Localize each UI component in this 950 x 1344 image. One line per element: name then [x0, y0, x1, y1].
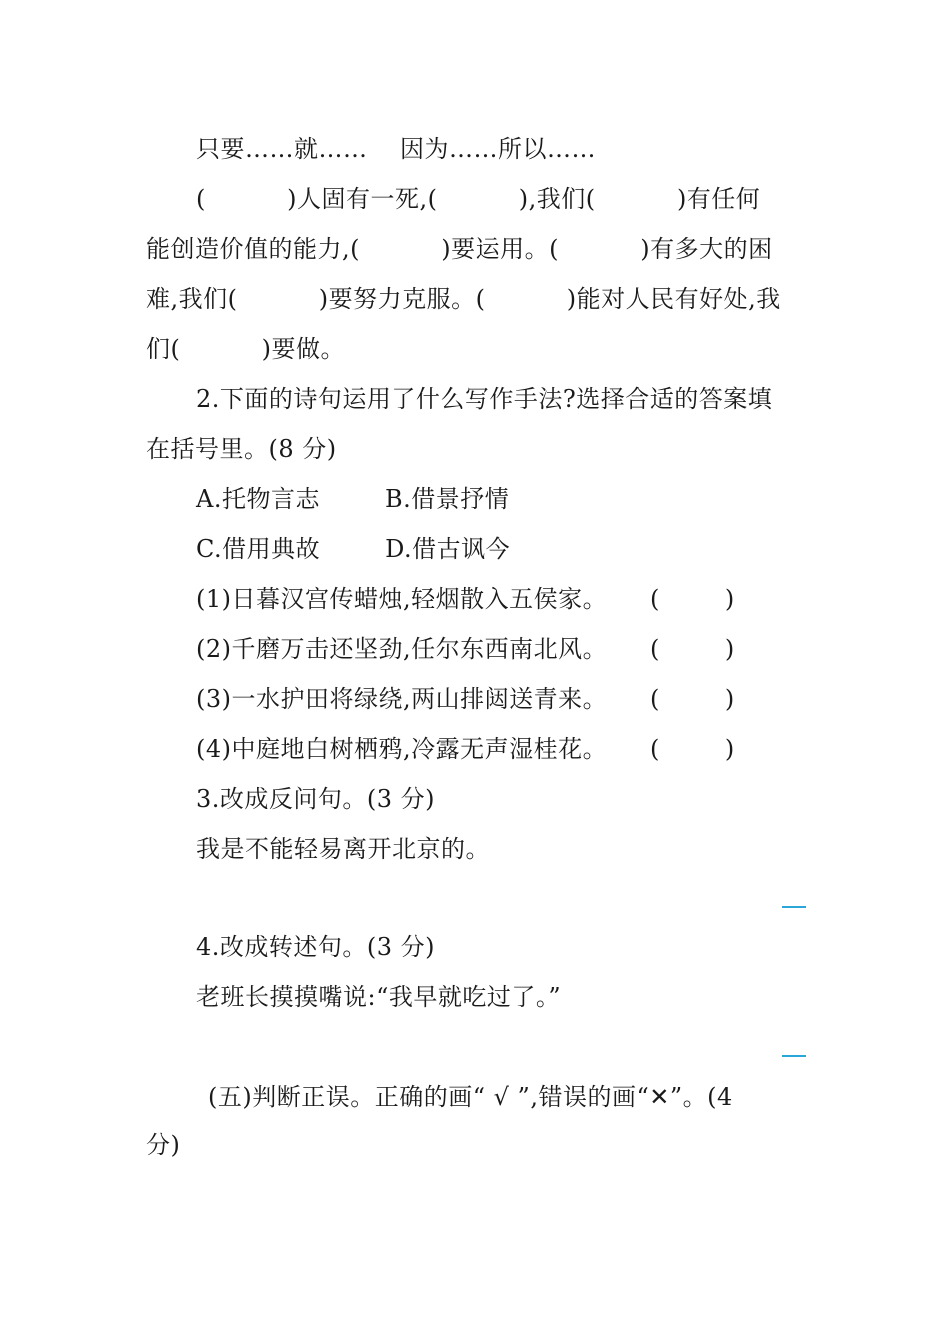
answer-line[interactable]	[782, 906, 806, 908]
section-5-title-cont: 分)	[146, 1131, 181, 1159]
fill-blank-line-3[interactable]: 难,我们( )要努力克服。( )能对人民有好处,我	[146, 285, 781, 313]
poem-line: (1)日暮汉宫传蜡烛,轻烟散入五侯家。	[196, 585, 608, 613]
options-row-1: A.托物言志 B.借景抒情	[196, 485, 510, 513]
question-2-title: 2.下面的诗句运用了什么写作手法?选择合适的答案填	[196, 385, 773, 413]
fill-blank-line-2[interactable]: 能创造价值的能力,( )要运用。( )有多大的困	[146, 235, 773, 263]
answer-blank[interactable]: ( )	[650, 685, 735, 713]
question-4-title: 4.改成转述句。(3 分)	[196, 933, 436, 961]
section-5-title: (五)判断正误。正确的画“ √ ”,错误的画“✕”。(4	[208, 1083, 733, 1111]
answer-blank[interactable]: ( )	[650, 735, 735, 763]
question-2-title-cont: 在括号里。(8 分)	[146, 435, 337, 463]
question-3-title: 3.改成反问句。(3 分)	[196, 785, 436, 813]
fill-blank-line-4[interactable]: 们( )要做。	[146, 335, 346, 363]
question-3-sentence: 我是不能轻易离开北京的。	[196, 835, 490, 863]
connectives-options: 只要……就…… 因为……所以……	[196, 135, 597, 163]
poem-line: (4)中庭地白树栖鸦,冷露无声湿桂花。	[196, 735, 608, 763]
fill-blank-line-1[interactable]: ( )人固有一死,( ),我们( )有任何	[196, 185, 761, 213]
answer-blank[interactable]: ( )	[650, 635, 735, 663]
answer-blank[interactable]: ( )	[650, 585, 735, 613]
poem-line: (3)一水护田将绿绕,两山排闼送青来。	[196, 685, 608, 713]
poem-line: (2)千磨万击还坚劲,任尔东西南北风。	[196, 635, 608, 663]
answer-line[interactable]	[782, 1055, 806, 1057]
question-4-sentence: 老班长摸摸嘴说:“我早就吃过了。”	[196, 983, 562, 1011]
options-row-2: C.借用典故 D.借古讽今	[196, 535, 511, 563]
